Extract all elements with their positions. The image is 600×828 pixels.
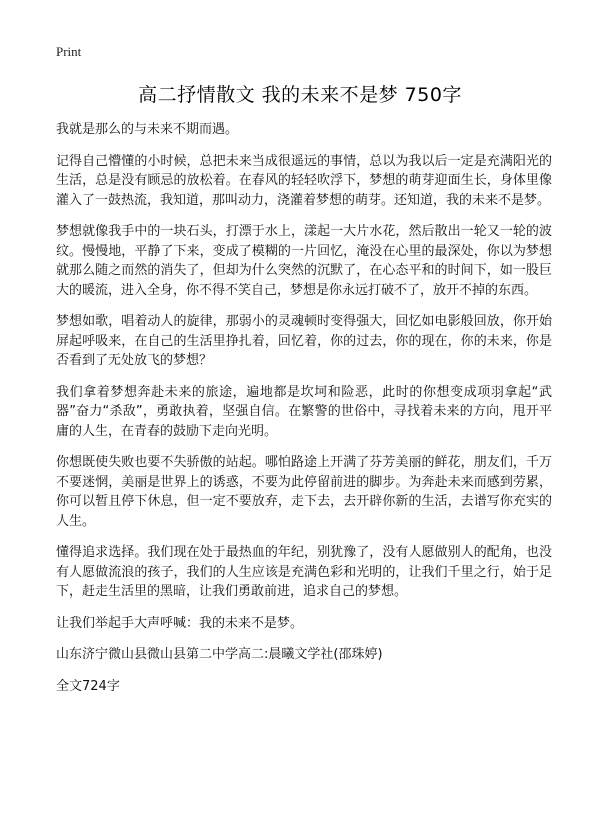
paragraph-stone: 梦想就像我手中的一块石头，打漂于水上，漾起一大片水花，然后散出一轮又一轮的波纹。慢慢地，平静了下来，变成了模糊的一片回忆，淹没在心里的最深处，你以为梦想就那么随之而然的消失了，但却为什么突然的沉默了，在心态平和的时间下，如一股巨大的暖流，进入全身，你不得不笑自己，梦想是你永远打破不了，放开不掉的东西。 — [56, 224, 552, 298]
paragraph-journey: 我们拿着梦想奔赴未来的旅途，遍地都是坎坷和险恶，此时的你想变成项羽拿起“武器”奋力“杀敌”，勇敢执着，坚强自信。在繁警的世俗中，寻找着未来的方向，甩开平庸的人生，在青春的鼓励下走向光明。 — [56, 384, 552, 439]
paragraph-song: 梦想如歌，唱着动人的旋律，那弱小的灵魂顿时变得强大，回忆如电影般回放，你开始屏起呼吸来，在自己的生活里挣扎着，回忆着，你的过去，你的现在，你的未来，你是否看到了无处放飞的梦想？ — [56, 314, 552, 368]
article-body — [56, 120, 552, 708]
paragraph-shout: 让我们举起手大声呼喊：我的未来不是梦。 — [56, 615, 304, 631]
article-title: 高二抒情散文 我的未来不是梦 750字 — [138, 84, 462, 106]
author-line: 山东济宁微山县微山县第二中学高二:晨曦文学社(邵珠婷) — [56, 647, 383, 662]
paragraph-pride: 你想既使失败也要不失骄傲的站起。哪怕路途上开满了芬芳美丽的鲜花，朋友们，千万不要迷惘，美丽是世界上的诱惑，不要为此停留前进的脚步。为奔赴未来而感到劳累，你可以暂且停下休息，但一定不要放弃，走下去，去开辟你新的生活，去谱写你充实的人生。 — [56, 455, 552, 529]
paragraph-childhood: 记得自己懵懂的小时候，总把未来当成很遥远的事情，总以为我以后一定是充满阳光的生活，总是没有顾忌的放松着。在春风的轻轻吹浮下，梦想的萌芽迎面生长，身体里像灌入了一鼓热流，我知道，那叫动力，浇灌着梦想的萌芽。还知道，我的未来不是梦。 — [56, 153, 552, 208]
paragraph-intro: 我就是那么的与未来不期而遇。 — [56, 122, 239, 137]
print-link[interactable]: Print — [56, 44, 82, 59]
paragraph-choice: 懂得追求选择。我们现在处于最热血的年纪，别犹豫了，没有人愿做别人的配角，也没有人愿做流浪的孩子，我们的人生应该是充满色彩和光明的，让我们千里之行，始于足下，赶走生活里的黑暗，让我们勇敢前进，追求自己的梦想。 — [56, 545, 552, 599]
word-count: 全文724字 — [56, 678, 120, 694]
